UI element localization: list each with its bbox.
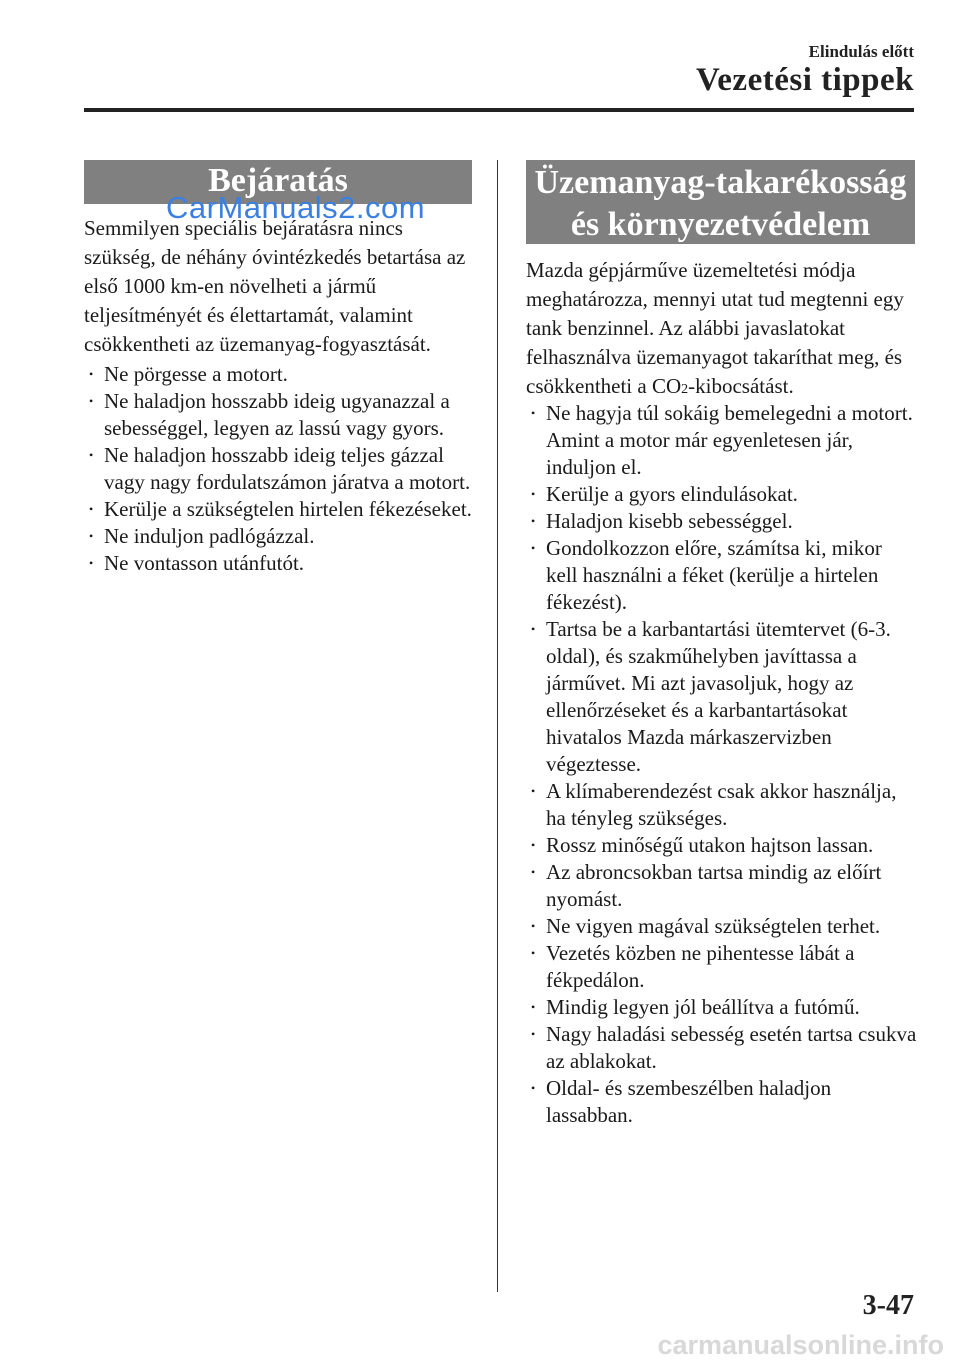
header-rule <box>84 108 914 112</box>
list-item: • Kerülje a gyors elindulásokat. <box>526 481 918 508</box>
list-item: • Az abroncsokban tartsa mindig az előírt nyomást. <box>526 859 918 913</box>
list-item: • Vezetés közben ne pihentesse lábát a fékpedálon. <box>526 940 918 994</box>
list-item: • Ne vontasson utánfutót. <box>84 550 476 577</box>
section-heading-bejaratas: Bejáratás <box>84 160 472 204</box>
list-item: • Rossz minőségű utakon hajtson lassan. <box>526 832 918 859</box>
chapter-label: Elindulás előtt <box>808 42 914 61</box>
list-item: • Ne pörgesse a motort. <box>84 361 476 388</box>
right-intro-paragraph <box>526 256 918 404</box>
list-item: • Gondolkozzon előre, számítsa ki, mikor kell használni a féket (kerülje a hirtelen fékezést). <box>526 535 918 616</box>
co2-subscript: 2 <box>681 382 689 397</box>
right-bullet-list <box>526 400 918 1129</box>
list-item: • Haladjon kisebb sebességgel. <box>526 508 918 535</box>
list-item: • Oldal- és szembeszélben haladjon lassabban. <box>526 1075 918 1129</box>
left-bullet-list <box>84 361 476 577</box>
section-heading-uzemanyag: Üzemanyag-takarékosság és környezetvédelem <box>526 160 915 244</box>
list-item: • Ne vigyen magával szükségtelen terhet. <box>526 913 918 940</box>
watermark-carmanuals2: CarManuals2.com <box>166 190 426 225</box>
intro-text: Mazda gépjárműve üzemeltetési módja meghatározza, mennyi utat tud megtenni egy tank benzinnel. Az alábbi javaslatokat felhasználva üzemanyagot takaríthat meg, és csökkentheti a CO <box>526 258 904 398</box>
list-item: • Nagy haladási sebesség esetén tartsa csukva az ablakokat. <box>526 1021 918 1075</box>
page-title: Vezetési tippek <box>695 62 914 98</box>
left-intro-paragraph: Semmilyen speciális bejáratásra nincs szükség, de néhány óvintézkedés betartása az első 1000 km-en növelheti a jármű teljesítményét és élettartamát, valamint csökkentheti az üzemanyag-fogyasztását. <box>84 216 466 356</box>
intro-text-end: -kibocsátást. <box>688 374 794 398</box>
list-item: • Kerülje a szükségtelen hirtelen fékezéseket. <box>84 496 476 523</box>
list-item: • Mindig legyen jól beállítva a futómű. <box>526 994 918 1021</box>
list-item: • Ne haladjon hosszabb ideig teljes gázzal vagy nagy fordulatszámon járatva a motort. <box>84 442 476 496</box>
list-item: • Ne haladjon hosszabb ideig ugyanazzal a sebességgel, legyen az lassú vagy gyors. <box>84 388 476 442</box>
list-item: • Ne induljon padlógázzal. <box>84 523 476 550</box>
list-item: • Tartsa be a karbantartási ütemtervet (6-3. oldal), és szakműhelyben javíttassa a járművet. Mi azt javasoljuk, hogy az ellenőrzéseket és a karbantartásokat hivatalos Mazda márkaszervizben végeztesse. <box>526 616 918 778</box>
list-item: • A klímaberendezést csak akkor használja, ha tényleg szükséges. <box>526 778 918 832</box>
list-item: • Ne hagyja túl sokáig bemelegedni a motort. Amint a motor már egyenletesen jár, induljon el. <box>526 400 918 481</box>
footer-watermark: carmanualsonline.info <box>657 1330 944 1360</box>
page-number: 3-47 <box>862 1290 914 1321</box>
column-divider <box>497 160 498 1292</box>
